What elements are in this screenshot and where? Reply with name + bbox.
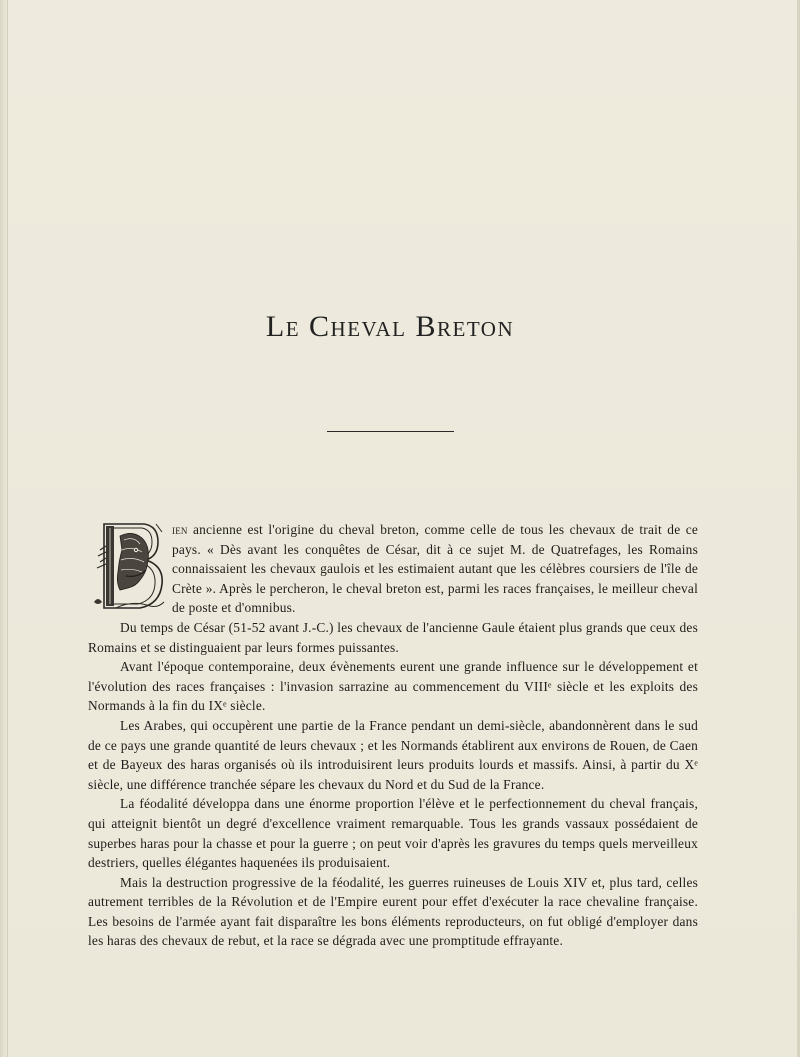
page-title: Le Cheval Breton — [265, 310, 515, 343]
paragraph-5: La féodalité développa dans une énorme proportion l'élève et le perfectionnement du cheval français, qui atteignit bientôt un degré d'excellence vraiment remarquable. Tous les grands vassaux possédaient de superbes haras pour la chasse et pour la guerre ; on peut voir d'après les gravures du temps quels merveilleux destriers, quelles élégantes haquenées ils produisaient. — [88, 796, 698, 871]
paragraph-1 — [88, 520, 698, 618]
body-text — [88, 520, 698, 951]
paragraph-2: Du temps de César (51-52 avant J.-C.) les chevaux de l'ancienne Gaule étaient plus grands que ceux des Romains et se distinguaient par leurs formes puissantes. — [88, 619, 698, 655]
horse-head-icon — [92, 520, 172, 616]
paragraph-1-text: ancienne est l'origine du cheval breton, comme celle de tous les chevaux de trait de ce pays. « Dès avant les conquêtes de César, dit à ce sujet M. de Quatrefages, les Romains connaissaient les chevaux gaulois et les estimaient autant que les célèbres coursiers de l'île de Crète ». Après le percheron, le cheval breton est, parmi les races françaises, le meilleur cheval de poste et d'omnibus. — [172, 522, 698, 616]
paragraph-3: Avant l'époque contemporaine, deux évènements eurent une grande influence sur le développement et l'évolution des races françaises : l'invasion sarrazine au commencement du VIIIᵉ siècle et les exploits des Normands à la fin du IXᵉ siècle. — [88, 659, 698, 714]
first-word-rest: ien — [172, 522, 188, 537]
paragraph-6: Mais la destruction progressive de la féodalité, les guerres ruineuses de Louis XIV et, plus tard, celles autrement terribles de la Révolution et de l'Empire eurent pour effet d'exécuter la race chevaline française. Les besoins de l'armée ayant fait disparaître les bons éléments reproducteurs, on fut obligé d'employer dans les haras des chevaux de rebut, et la race se dégrada avec une promptitude effrayante. — [88, 874, 698, 949]
dropcap-horse-head-illustration — [92, 520, 172, 616]
title-rule — [327, 431, 454, 432]
page-binding-edge — [0, 0, 8, 1057]
paragraph-4: Les Arabes, qui occupèrent une partie de la France pendant un demi-siècle, abandonnèrent dans le sud de ce pays une grande quantité de leurs chevaux ; et les Normands établirent aux environs de Rouen, de Caen et de Bayeux des haras organisés où ils introduisirent leurs produits lourds et massifs. Ainsi, à partir du Xᵉ siècle, une différence tranchée sépare les chevaux du Nord et du Sud de la France. — [88, 717, 698, 792]
